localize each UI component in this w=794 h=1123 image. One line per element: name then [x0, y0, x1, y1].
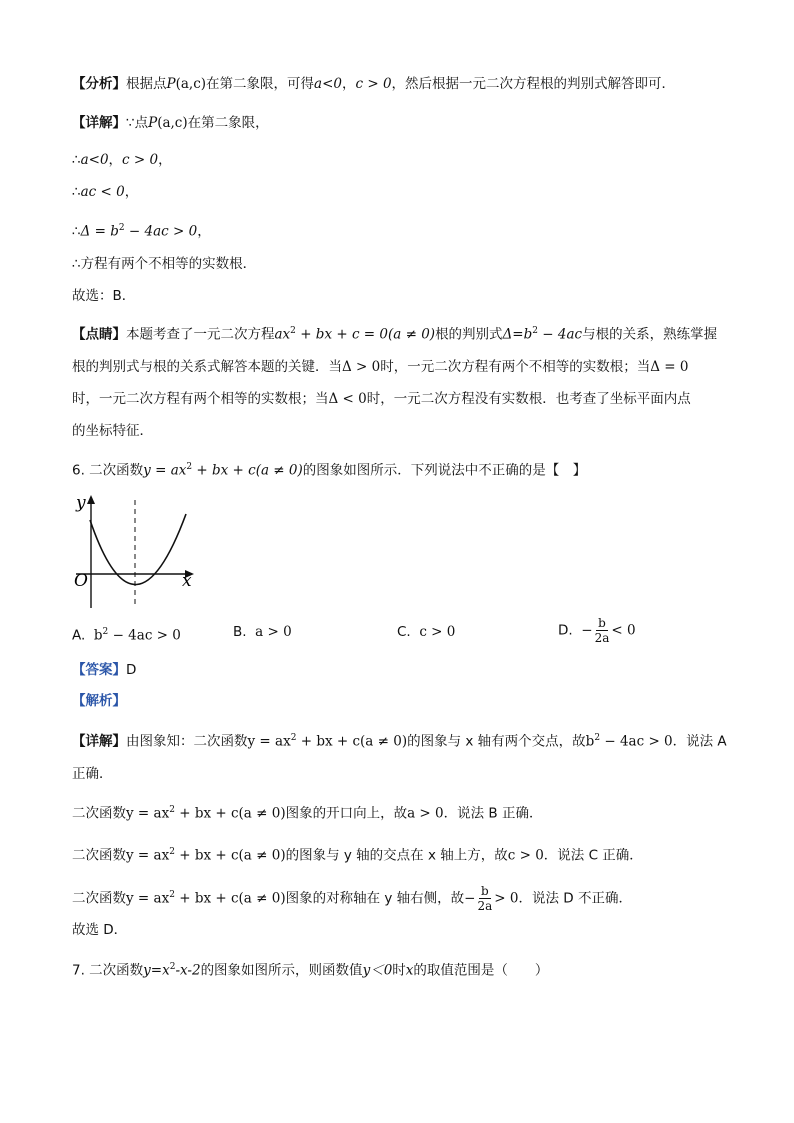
choice-line: 故选：B． [72, 288, 136, 304]
y-axis-arrow [87, 495, 95, 504]
fraction-b-over-2a: $\frac{b}{2a}$ [594, 616, 610, 645]
option-d[interactable]: D. − $\frac{b}{2a}$ < 0 [558, 616, 636, 645]
option-a[interactable]: A. $b^2 - 4ac > 0$ [72, 627, 181, 644]
comment-line-4: 的坐标特征． [72, 423, 153, 439]
solution-heading: 【解析】 [72, 693, 126, 709]
detail-line-2: ∴a<0，c > 0， [72, 152, 172, 168]
solution-line-1: 【详解】由图象知：二次函数$y = ax^2$ + bx + c(a ≠ 0)的图象与 x 轴有两个交点，故$b^2 - 4ac > 0$．说法 A [72, 733, 727, 750]
option-c[interactable]: C. c > 0 [397, 624, 456, 640]
fraction-b-over-2a-solution: $\frac{b}{2a}$ [477, 884, 493, 913]
detail-line-5: ∴方程有两个不相等的实数根． [72, 256, 257, 272]
y-axis-label: y [76, 493, 86, 513]
solution-line-2: 正确． [72, 766, 113, 782]
detail-line-3: ∴ac < 0， [72, 184, 139, 200]
origin-label: O [74, 571, 88, 591]
comment-line-1: 【点睛】本题考查了一元二次方程$ax^2$ + bx + c = 0(a ≠ 0)根的判别式$\Delta=b^2 - 4ac$与根的关系，熟练掌握 [72, 326, 718, 343]
comment-line-2: 根的判别式与根的关系式解答本题的关键．当Δ > 0时，一元二次方程有两个不相等的实数根；当Δ = 0 [72, 359, 689, 375]
detail-line-4: ∴Δ = $b^2 - 4ac > 0$， [72, 223, 211, 240]
solution-line-4: 二次函数$y = ax^2$ + bx + c(a ≠ 0)的图象与 y 轴的交点在 x 轴上方，故c > 0．说法 C 正确． [72, 847, 643, 864]
parabola-graph [70, 492, 200, 612]
answer-line: 【答案】D [72, 662, 137, 678]
question-6: 6. 二次函数$y = ax^2$ + bx + c(a ≠ 0)的图象如图所示．下列说法中不正确的是【 】 [72, 462, 587, 479]
x-axis-label: x [182, 571, 192, 591]
solution-line-3: 二次函数$y = ax^2$ + bx + c(a ≠ 0)图象的开口向上，故a > 0．说法 B 正确． [72, 805, 543, 822]
solution-choice: 故选 D． [72, 922, 128, 938]
question-7: 7. 二次函数$y=x^2-x-2$的图象如图所示，则函数值y＜0时x的取值范围是（ ） [72, 962, 549, 979]
option-b[interactable]: B. a > 0 [233, 624, 292, 640]
solution-line-5: 二次函数$y = ax^2$ + bx + c(a ≠ 0)图象的对称轴在 y 轴右侧，故− $\frac{b}{2a}$ > 0．说法 D 不正确． [72, 884, 632, 913]
detail-line-1: 【详解】∵点P(a,c)在第二象限， [72, 115, 269, 131]
analysis-line: 【分析】根据点P(a,c)在第二象限，可得a<0，c > 0，然后根据一元二次方程根的判别式解答即可． [72, 76, 676, 92]
comment-line-3: 时，一元二次方程有两个相等的实数根；当Δ < 0时，一元二次方程没有实数根．也考查了坐标平面内点 [72, 391, 691, 407]
